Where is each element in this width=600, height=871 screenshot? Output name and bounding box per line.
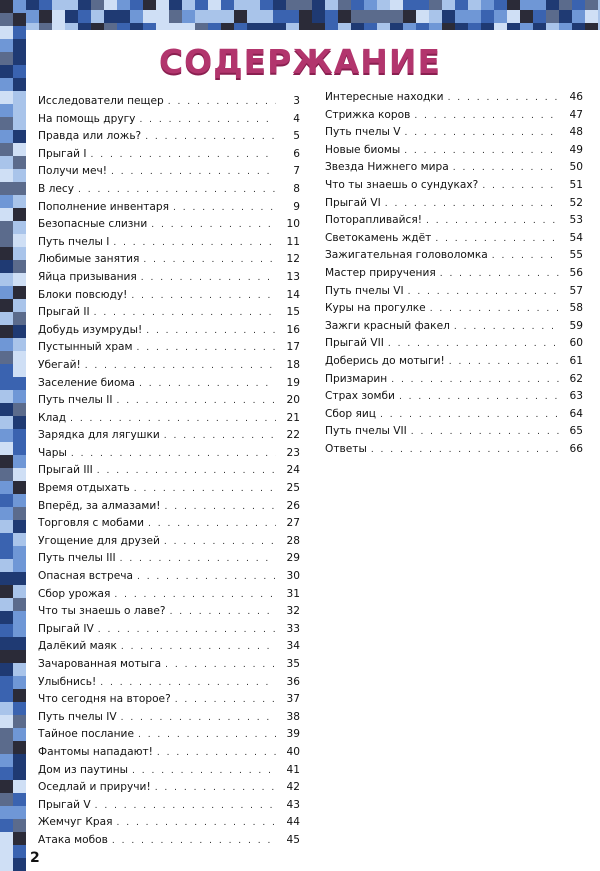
toc-entry-page: 4 — [293, 112, 300, 125]
page-number: 2 — [30, 850, 40, 866]
toc-entry — [38, 322, 300, 340]
toc-entry — [325, 89, 583, 107]
toc-entry-title: Поторапливайся! — [325, 214, 422, 227]
toc-entry — [38, 603, 300, 621]
leader-dots — [173, 200, 276, 218]
toc-entry-page: 26 — [286, 499, 300, 512]
toc-entry-page: 53 — [569, 214, 583, 227]
toc-entry-page: 49 — [569, 143, 583, 156]
leader-dots — [157, 745, 276, 763]
toc-entry-title: Любимые занятия — [38, 253, 140, 266]
toc-entry-title: Прыгай V — [38, 798, 91, 811]
leader-dots — [85, 358, 276, 376]
leader-dots — [97, 463, 276, 481]
leader-dots — [435, 231, 559, 249]
toc-entry — [38, 533, 300, 551]
toc-entry-page: 18 — [286, 358, 300, 371]
toc-entry — [38, 726, 300, 744]
toc-entry-page: 47 — [569, 108, 583, 121]
leader-dots — [114, 587, 276, 605]
toc-entry-page: 44 — [286, 816, 300, 829]
toc-entry — [38, 287, 300, 305]
toc-entry-page: 39 — [286, 728, 300, 741]
toc-entry-title: Новые биомы — [325, 143, 401, 156]
leader-dots — [71, 446, 276, 464]
toc-entry-page: 21 — [286, 411, 300, 424]
toc-entry-page: 37 — [286, 693, 300, 706]
toc-entry — [38, 269, 300, 287]
toc-entry-page: 32 — [286, 605, 300, 618]
toc-entry-page: 5 — [293, 130, 300, 143]
toc-entry-title: Доберись до мотыги! — [325, 354, 445, 367]
toc-entry — [325, 247, 583, 265]
toc-entry-title: Прыгай I — [38, 147, 87, 160]
toc-entry — [325, 124, 583, 142]
toc-entry — [38, 357, 300, 375]
leader-dots — [408, 284, 559, 302]
toc-entry-page: 11 — [286, 235, 300, 248]
leader-dots — [141, 270, 276, 288]
toc-entry — [38, 181, 300, 199]
leader-dots — [121, 639, 276, 657]
leader-dots — [165, 657, 276, 675]
toc-entry — [38, 234, 300, 252]
toc-entry-page: 65 — [569, 425, 583, 438]
toc-entry — [325, 177, 583, 195]
toc-entry-page: 16 — [286, 323, 300, 336]
toc-entry-page: 50 — [569, 161, 583, 174]
leader-dots — [170, 604, 276, 622]
toc-entry-page: 20 — [286, 394, 300, 407]
toc-entry-title: Безопасные слизни — [38, 218, 148, 231]
toc-entry-title: Прыгай IV — [38, 622, 94, 635]
toc-entry-title: Фантомы нападают! — [38, 745, 153, 758]
toc-entry-page: 56 — [569, 266, 583, 279]
toc-entry-title: Что сегодня на второе? — [38, 693, 171, 706]
toc-entry — [325, 388, 583, 406]
toc-entry-title: Прыгай VII — [325, 337, 384, 350]
leader-dots — [70, 411, 276, 429]
toc-entry — [38, 93, 300, 111]
toc-entry-title: Путь пчелы VII — [325, 425, 407, 438]
leader-dots — [449, 354, 559, 372]
toc-entry-title: Что ты знаешь о сундуках? — [325, 178, 479, 191]
pixel-border-left — [0, 0, 26, 870]
toc-entry-title: Прыгай II — [38, 306, 90, 319]
toc-entry-page: 36 — [286, 675, 300, 688]
toc-entry — [38, 427, 300, 445]
toc-entry — [325, 265, 583, 283]
leader-dots — [380, 407, 559, 425]
toc-entry-title: На помощь другу — [38, 112, 136, 125]
toc-entry-page: 22 — [286, 429, 300, 442]
toc-entry-page: 41 — [286, 763, 300, 776]
toc-entry-page: 60 — [569, 337, 583, 350]
toc-entry — [38, 445, 300, 463]
toc-entry-page: 31 — [286, 587, 300, 600]
toc-entry — [38, 515, 300, 533]
toc-entry-title: Далёкий маяк — [38, 640, 117, 653]
toc-entry-page: 43 — [286, 798, 300, 811]
leader-dots — [155, 780, 276, 798]
leader-dots — [404, 125, 559, 143]
toc-entry — [38, 128, 300, 146]
leader-dots — [151, 217, 276, 235]
leader-dots — [146, 323, 276, 341]
leader-dots — [388, 336, 559, 354]
leader-dots — [404, 143, 559, 161]
toc-entry-title: Убегай! — [38, 358, 81, 371]
toc-entry-page: 15 — [286, 306, 300, 319]
toc-entry-page: 3 — [293, 95, 300, 107]
toc-entry — [38, 251, 300, 269]
leader-dots — [94, 305, 276, 323]
toc-entry-title: Звезда Нижнего мира — [325, 161, 449, 174]
leader-dots — [138, 727, 276, 745]
toc-entry-page: 66 — [569, 442, 583, 455]
leader-dots — [385, 196, 559, 214]
leader-dots — [391, 372, 559, 390]
leader-dots — [111, 164, 276, 182]
page-title: СОДЕРЖАНИЕ — [158, 42, 442, 81]
leader-dots — [440, 266, 559, 284]
toc-entry — [38, 339, 300, 357]
toc-entry-title: Страх зомби — [325, 390, 395, 403]
toc-entry — [38, 216, 300, 234]
toc-entry-page: 24 — [286, 464, 300, 477]
leader-dots — [113, 235, 276, 253]
toc-entry-title: Опасная встреча — [38, 570, 133, 583]
leader-dots — [414, 108, 559, 126]
toc-entry — [325, 230, 583, 248]
toc-entry-page: 62 — [569, 372, 583, 385]
leader-dots — [95, 798, 276, 816]
toc-entry-title: Интересные находки — [325, 91, 444, 103]
toc-entry-page: 63 — [569, 390, 583, 403]
toc-entry-title: Прыгай III — [38, 464, 93, 477]
toc-entry-page: 29 — [286, 552, 300, 565]
toc-entry-title: Правда или ложь? — [38, 130, 142, 143]
toc-entry — [38, 550, 300, 568]
leader-dots — [168, 94, 276, 112]
leader-dots — [134, 481, 276, 499]
leader-dots — [139, 376, 276, 394]
toc-entry-title: Тайное послание — [38, 728, 134, 741]
toc-entry-title: Блоки повсюду! — [38, 288, 128, 301]
toc-entry-page: 33 — [286, 622, 300, 635]
toc-entry — [38, 568, 300, 586]
toc-entry-page: 14 — [286, 288, 300, 301]
toc-entry-page: 45 — [286, 833, 300, 846]
toc-entry — [38, 691, 300, 709]
toc-entry — [38, 111, 300, 129]
toc-entry — [38, 304, 300, 322]
toc-entry-title: Светокамень ждёт — [325, 231, 432, 244]
toc-entry-title: Исследователи пещер — [38, 95, 164, 107]
toc-entry — [325, 300, 583, 318]
toc-entry — [38, 621, 300, 639]
toc-entry — [38, 498, 300, 516]
toc-entry-title: Мастер приручения — [325, 266, 436, 279]
leader-dots — [426, 213, 559, 231]
toc-entry-page: 25 — [286, 482, 300, 495]
toc-entry-title: Получи меч! — [38, 165, 108, 178]
toc-entry-page: 28 — [286, 534, 300, 547]
toc-entry-title: Пустынный храм — [38, 341, 133, 354]
leader-dots — [137, 340, 276, 358]
toc-entry-page: 38 — [286, 710, 300, 723]
toc-entry — [325, 195, 583, 213]
leader-dots — [430, 301, 559, 319]
toc-entry — [325, 406, 583, 424]
toc-entry-title: Путь пчелы I — [38, 235, 110, 248]
leader-dots — [148, 516, 276, 534]
toc-entry-title: Сбор яиц — [325, 407, 376, 420]
toc-entry-page: 27 — [286, 517, 300, 530]
leader-dots — [137, 569, 276, 587]
toc-entry-title: Заселение биома — [38, 376, 135, 389]
leader-dots — [145, 129, 276, 147]
toc-entry-title: Клад — [38, 411, 67, 424]
toc-entry-title: Сбор урожая — [38, 587, 111, 600]
toc-entry-title: Вперёд, за алмазами! — [38, 499, 161, 512]
leader-dots — [139, 112, 276, 130]
toc-entry-page: 23 — [286, 446, 300, 459]
toc-entry-page: 17 — [286, 341, 300, 354]
toc-entry-title: В лесу — [38, 182, 75, 195]
toc-entry-page: 8 — [293, 182, 300, 195]
leader-dots — [100, 675, 276, 693]
toc-entry — [38, 709, 300, 727]
toc-entry-title: Оседлай и приручи! — [38, 781, 151, 794]
toc-entry-title: Куры на прогулке — [325, 302, 426, 315]
leader-dots — [454, 319, 559, 337]
leader-dots — [164, 534, 276, 552]
leader-dots — [98, 622, 276, 640]
toc-entry-title: Зажги красный факел — [325, 319, 450, 332]
toc-entry-page: 12 — [286, 253, 300, 266]
leader-dots — [121, 710, 276, 728]
leader-dots — [165, 499, 276, 517]
toc-entry-title: Прыгай VI — [325, 196, 381, 209]
toc-entry — [38, 199, 300, 217]
toc-entry-page: 6 — [293, 147, 300, 160]
toc-entry-title: Что ты знаешь о лаве? — [38, 605, 166, 618]
toc-entry — [38, 163, 300, 181]
leader-dots — [120, 551, 276, 569]
toc-entry — [325, 159, 583, 177]
toc-entry — [325, 212, 583, 230]
toc-entry — [325, 441, 583, 459]
toc-entry — [38, 744, 300, 762]
toc-entry-page: 57 — [569, 284, 583, 297]
toc-entry-title: Угощение для друзей — [38, 534, 160, 547]
toc-entry-title: Путь пчелы IV — [38, 710, 117, 723]
toc-entry-page: 52 — [569, 196, 583, 209]
toc-entry-title: Улыбнись! — [38, 675, 97, 688]
leader-dots — [164, 428, 276, 446]
toc-entry-title: Путь пчелы II — [38, 394, 113, 407]
toc-entry-page: 46 — [569, 91, 583, 103]
toc-entry-title: Путь пчелы V — [325, 126, 401, 139]
toc-entry — [325, 283, 583, 301]
toc-entry-title: Ответы — [325, 442, 367, 455]
toc-entry-title: Зажигательная головоломка — [325, 249, 488, 262]
toc-entry — [38, 797, 300, 815]
toc-entry-page: 64 — [569, 407, 583, 420]
toc-entry-page: 7 — [293, 165, 300, 178]
leader-dots — [131, 288, 276, 306]
toc-entry-title: Зарядка для лягушки — [38, 429, 160, 442]
leader-dots — [411, 424, 559, 442]
toc-entry — [325, 371, 583, 389]
toc-entry — [38, 586, 300, 604]
toc-entry — [38, 814, 300, 832]
leader-dots — [117, 815, 277, 833]
toc-entry — [325, 318, 583, 336]
leader-dots — [143, 252, 276, 270]
toc-entry-title: Пополнение инвентаря — [38, 200, 170, 213]
toc-entry-title: Чары — [38, 446, 67, 459]
toc-entry — [325, 107, 583, 125]
toc-entry — [38, 779, 300, 797]
leader-dots — [482, 178, 559, 196]
toc-entry-page: 34 — [286, 640, 300, 653]
toc-entry-title: Яйца призывания — [38, 270, 137, 283]
toc-entry-page: 9 — [293, 200, 300, 213]
toc-entry-title: Добудь изумруды! — [38, 323, 143, 336]
toc-entry — [38, 762, 300, 780]
toc-entry-page: 35 — [286, 658, 300, 670]
toc-entry — [38, 480, 300, 498]
toc-entry-page: 10 — [286, 218, 300, 231]
toc-entry — [325, 423, 583, 441]
toc-entry-title: Путь пчелы III — [38, 552, 116, 565]
toc-entry — [38, 375, 300, 393]
leader-dots — [453, 160, 559, 178]
toc-entry-title: Время отдыхать — [38, 482, 130, 495]
toc-entry — [38, 674, 300, 692]
toc-entry-title: Зачарованная мотыга — [38, 658, 162, 670]
leader-dots — [132, 763, 276, 781]
toc-entry — [325, 142, 583, 160]
toc-entry — [325, 335, 583, 353]
toc-entry — [325, 353, 583, 371]
toc-entry-page: 59 — [569, 319, 583, 332]
toc-entry-page: 58 — [569, 302, 583, 315]
toc-column-right — [325, 89, 583, 458]
toc-entry-page: 61 — [569, 354, 583, 367]
leader-dots — [78, 182, 276, 200]
leader-dots — [492, 248, 559, 266]
toc-entry-page: 40 — [286, 745, 300, 758]
toc-entry — [38, 638, 300, 656]
toc-entry — [38, 392, 300, 410]
toc-entry-title: Жемчуг Края — [38, 816, 113, 829]
leader-dots — [116, 393, 276, 411]
toc-entry-title: Атака мобов — [38, 833, 108, 846]
toc-entry-page: 55 — [569, 249, 583, 262]
toc-entry-page: 19 — [286, 376, 300, 389]
toc-entry-page: 30 — [286, 570, 300, 583]
toc-entry — [38, 656, 300, 674]
toc-entry — [38, 146, 300, 164]
toc-entry-title: Путь пчелы VI — [325, 284, 404, 297]
leader-dots — [371, 442, 559, 460]
leader-dots — [112, 833, 276, 851]
toc-entry-page: 54 — [569, 231, 583, 244]
toc-entry-page: 13 — [286, 270, 300, 283]
toc-entry-page: 42 — [286, 781, 300, 794]
leader-dots — [91, 147, 277, 165]
toc-entry-title: Дом из паутины — [38, 763, 129, 776]
toc-entry — [38, 832, 300, 850]
toc-entry-page: 51 — [569, 178, 583, 191]
toc-entry-page: 48 — [569, 126, 583, 139]
toc-entry-title: Призмарин — [325, 372, 388, 385]
toc-column-left — [38, 93, 300, 850]
toc-entry-title: Стрижка коров — [325, 108, 411, 121]
leader-dots — [175, 692, 276, 710]
toc-entry — [38, 410, 300, 428]
toc-entry — [38, 462, 300, 480]
leader-dots — [448, 90, 559, 108]
toc-entry-title: Торговля с мобами — [38, 517, 145, 530]
leader-dots — [399, 389, 559, 407]
